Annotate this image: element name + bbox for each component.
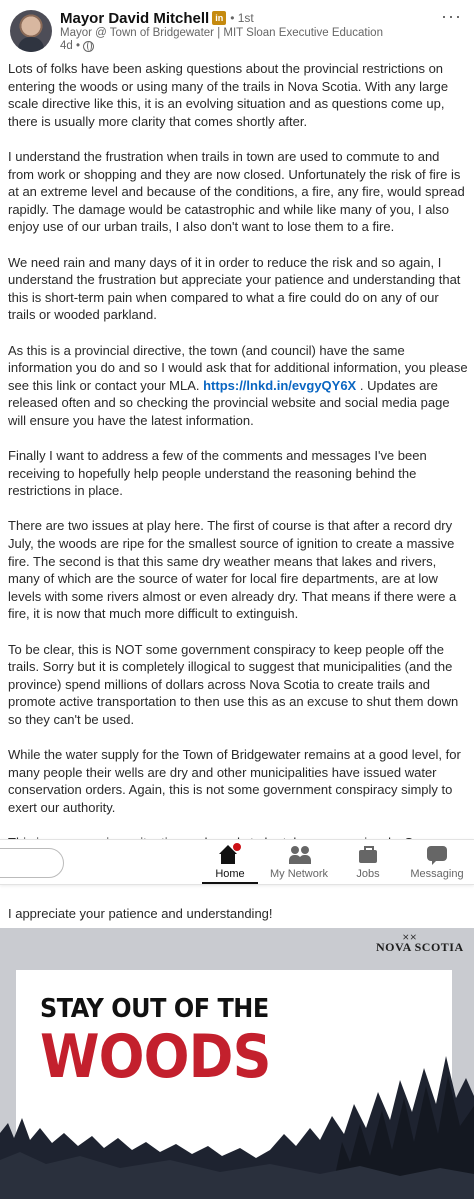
more-options-icon[interactable]: ···: [441, 6, 462, 26]
post-age: 4d •: [60, 40, 81, 52]
notification-dot: [231, 841, 243, 853]
post-paragraph-text: As this is a provincial directive, the town (and council) have the same information you do and so I would ask that for additional information, you please see this link or contact your MLA.: [8, 342, 468, 393]
connection-degree: • 1st: [230, 11, 254, 25]
author-name[interactable]: Mayor David Mitchell: [60, 9, 210, 27]
nova-scotia-mark-icon: ⨯⨯: [402, 932, 418, 942]
forest-silhouette: [0, 928, 474, 1199]
nav-my-network-label: My Network: [269, 868, 329, 880]
message-icon: [426, 844, 448, 866]
poster-line-1: STAY OUT OF THE: [40, 994, 269, 1024]
nav-home[interactable]: [190, 844, 270, 880]
post-paragraph: While the water supply for the Town of Bridgewater remains at a good level, for many people their wells are dry and other municipalities have issued water conservation orders. Again, this is not some government conspiracy simply to exert our authority.: [8, 747, 461, 815]
people-icon: [288, 844, 310, 866]
post-paragraph: There are two issues at play here. The first of course is that after a record dry July, the woods are ripe for the smallest source of ignition to create a massive fire. The second is that this same dry weather means that lakes and rivers, many of which are the source of water for local fire departments, are at low levels with some rivers almost or even already dry. That means if there were a fire, it is now that much more difficult to extinguish.: [8, 518, 457, 622]
post-paragraph: We need rain and many days of it in order to reduce the risk and so again, I understand the frustration but appreciate your patience and understanding that this is short-term pain when compared to what a fire could do on any of our trails or wooded parkland.: [8, 254, 461, 323]
nav-home-label: Home: [215, 868, 245, 880]
search-bar[interactable]: [0, 848, 64, 878]
globe-icon: [83, 41, 94, 52]
briefcase-icon: [357, 844, 379, 866]
nav-jobs-label: Jobs: [356, 868, 380, 880]
bottom-navigation: [0, 839, 474, 885]
post-image[interactable]: [0, 928, 474, 1199]
nova-scotia-logo: NOVA SCOTIA: [376, 940, 464, 954]
author-headline: Mayor @ Town of Bridgewater | MIT Sloan Executive Education: [60, 27, 383, 39]
post-closing: I appreciate your patience and understanding!: [8, 906, 273, 921]
author-avatar[interactable]: [10, 10, 52, 52]
nav-my-network[interactable]: [259, 844, 339, 880]
post-paragraph: Lots of folks have been asking questions about the provincial restrictions on entering the woods or using many of the trails in Nova Scotia. With any large scale directive like this, it is an evolving situation and as questions come up, there is usually more clarity that comes shortly after.: [8, 61, 449, 129]
nav-messaging[interactable]: [397, 844, 474, 880]
nav-jobs[interactable]: [328, 844, 408, 880]
poster-line-2: WOODS: [40, 1022, 271, 1092]
home-icon: [219, 844, 241, 866]
post-body: [8, 60, 468, 905]
post-paragraph: [8, 342, 468, 430]
post-paragraph: To be clear, this is NOT some government conspiracy to keep people off the trails. Sorry but it is completely illogical to suggest that municipalities (and the province) spend millions of dollars across Nova Scotia to create trails and promote active transportation to then use this as an excuse to shut them down so they can't be used.: [8, 641, 459, 727]
nav-messaging-label: Messaging: [410, 868, 464, 880]
post-header: [0, 0, 474, 60]
post-paragraph: I understand the frustration when trails in town are used to commute to and from work or shopping and they are now closed. Unfortunately the risk of fire is at an extreme level and because of the conditions, a fire, any fire, would spread rapidly. The damage would be catastrophic and while like many of you, I also enjoy use of our urban trails, I also don't want to lose them to a fire.: [8, 148, 465, 235]
author-name-row: [60, 8, 254, 28]
post-paragraph: Finally I want to address a few of the comments and messages I've been receiving to hopefully help people understand the reasoning behind the restrictions in place.: [8, 448, 427, 499]
linkedin-badge-icon: in: [212, 11, 226, 25]
post-meta: [60, 40, 94, 52]
post-paragraph-text: . Updates are released often and so checking the provincial website and social media page will ensure you have the latest information.: [8, 377, 450, 428]
post-link[interactable]: https://lnkd.in/evgyQY6X: [203, 377, 357, 393]
